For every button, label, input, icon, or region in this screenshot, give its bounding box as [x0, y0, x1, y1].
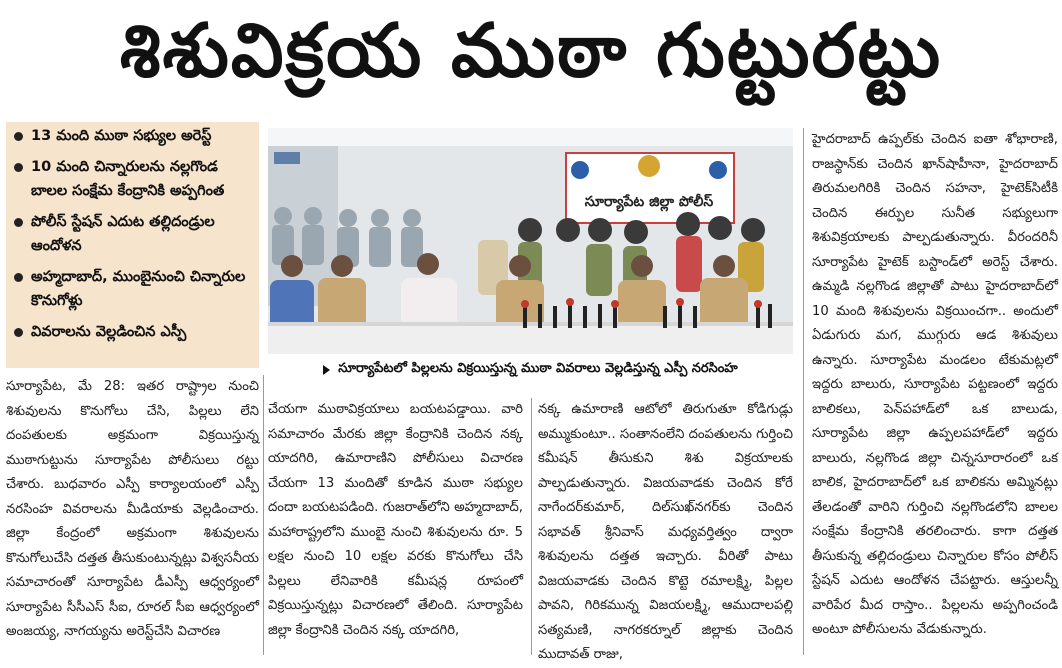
photo-caption [268, 357, 793, 383]
press-meet-illustration [268, 128, 793, 354]
article-paragraph: చేయగా ముఠావిక్రయాలు బయటపడ్డాయి. వారి సమాచారం మేరకు జిల్లా కేంద్రానికి చెందిన నక్క యాదగిరి, ఉమారాణిని పోలీసులు విచారణ చేయగా 13 మందితో కూడిన ముఠా సభ్యుల దందా బయటపడింది. గుజరాత్‌లోని అహ్మదాబాద్, మహారాష్ట్రలోని ముంబై నుంచి శిశువులను రూ. 5 లక్షల నుంచి 10 లక్షల వరకు కొనుగోలు చేసి పిల్లలు లేనివారికి కమీషన్ల రూపంలో విక్రయిస్తున్నట్లు విచారణలో తేలింది. సూర్యాపేట జిల్లా కేంద్రానికి చెందిన నక్క యాదగిరి, [268, 402, 523, 638]
highlight-text: వివరాలను వెల్లడించిన ఎస్పీ [31, 324, 187, 340]
article-column-2 [268, 398, 523, 643]
bullet-icon [14, 328, 23, 337]
caption-arrow-icon [323, 365, 330, 375]
column-divider [263, 375, 264, 655]
photo-caption-text: సూర్యాపేటలో పిల్లలను విక్రయిస్తున్న ముఠా వివరాలు వెల్లడిస్తున్న ఎస్పీ నరసింహ [338, 361, 738, 376]
article-paragraph: హైదరాబాద్ ఉప్పల్‌కు చెందిన ఐతా శోభారాణి, రాజస్థాన్‌కు చెందిన ఖాన్‌షాహీనా, హైదరాబాద్ తిరుమలగిరికి చెందిన సహనా, హైటెక్‌సిటీకి చెందిన ఈర్పుల సునీత సభ్యులుగా శిశువిక్రయాలకు పాల్పడుతున్నారు. వీరందరినీ సూర్యాపేట హైటెక్ బస్టాండ్‌లో అరెస్ట్ చేశారు. ఉమ్మడి నల్లగొండ జిల్లాతో పాటు హైదరాబాద్‌లో 10 మంది శిశువులను విక్రయించగా.. అందులో ఏడుగురు మగ, ముగ్గురు ఆడ శిశువులు ఉన్నారు. సూర్యాపేట మండలం టేకుమట్లలో ఇద్దరు బాలురు, సూర్యాపేట పట్టణంలో ఇద్దరు బాలికలు, పెన్‌పహాడ్‌లో ఒక బాలుడు, సూర్యాపేట జిల్లా ఉప్పలపహాడ్‌లో ఇద్దరు బాలురు, నల్లగొండ జిల్లా చిన్నసూరారంలో ఒక బాలిక, హైదరాబాద్‌లో ఒక బాలికను అమ్మినట్లు తేలడంతో వారిని గుర్తించి నల్లగొండలోని బాలల సంక్షేమ కేంద్రానికి తరలించారు. కాగా దత్తత తీసుకున్న తల్లిదండ్రులు చిన్నారుల కోసం పోలీస్ స్టేషన్ ఎదుట ఆందోళన చేపట్టారు. ఆస్తులన్నీ వారిపేర మీద రాస్తాం.. పిల్లలను అప్పగించండి అంటూ పోలీసులను వేడుకున్నారు. [812, 132, 1058, 637]
highlight-text: 10 మంది చిన్నారులను నల్లగొండ బాలల సంక్షేమ కేంద్రానికి అప్పగింత [31, 159, 225, 199]
police-banner-text: సూర్యాపేట జిల్లా పోలీస్ [584, 194, 714, 210]
article-column-4 [812, 128, 1058, 643]
headline: శిశువిక్రయ ముఠా గుట్టురట్టు [119, 8, 943, 94]
highlight-item [6, 318, 259, 344]
highlight-item [6, 263, 259, 313]
bullet-icon [14, 273, 23, 282]
highlight-text: అహ్మదాబాద్, ముంబైనుంచి చిన్నారుల కొనుగోళ్లు [31, 269, 246, 309]
article-paragraph: సూర్యాపేట, మే 28: ఇతర రాష్ట్రాల నుంచి శిశువులను కొనుగోలు చేసి, పిల్లలు లేని దంపతులకు అక్రమంగా విక్రయిస్తున్న ముఠాగుట్టును సూర్యాపేట పోలీసులు రట్టు చేశారు. బుధవారం ఎస్పీ కార్యాలయంలో ఎస్పీ నరసింహ వివరాలను మీడియాకు వెల్లడించారు. జిల్లా కేంద్రంలో అక్రమంగా శిశువులను కొనుగోలుచేసి దత్తత తీసుకుంటున్నట్లు విశ్వసనీయ సమాచారంతో సూర్యాపేట డీఎస్పీ ఆధ్వర్యంలో సూర్యాపేట సీసీఎస్ సీఐ, రూరల్ సీఐ ఆధ్వర్యంలో అంజయ్య, నాగయ్యను అరెస్ట్‌చేసి విచారణ [6, 379, 259, 639]
article-column-3 [538, 398, 793, 668]
bullet-icon [14, 132, 23, 141]
highlight-item [6, 153, 259, 203]
article-paragraph: నక్క ఉమారాణి ఆటోలో తిరుగుతూ కోడిగుడ్లు అమ్ముకుంటూ.. సంతానంలేని దంపతులను గుర్తించి కమీషన్ తీసుకుని శిశు విక్రయాలకు పాల్పడుతున్నారు. విజయవాడకు చెందిన కోరే నాగేందర్‌కుమార్, దిల్‌సుఖ్‌నగర్‌కు చెందిన సభావత్ శ్రీనివాస్ మధ్యవర్తిత్వం ద్వారా శిశువులను దత్తత ఇచ్చారు. వీరితో పాటు విజయవాడకు చెందిన కొట్టె రమాలక్ష్మి, పిల్లల పావని, గిరికమున్న విజయలక్ష్మి, ఆముదాలపల్లి సత్యమణి, నాగరకర్నూల్ జిల్లాకు చెందిన ముదావత్ రాజు, [538, 402, 793, 662]
press-meet-photo [268, 128, 793, 354]
highlights-box [6, 122, 259, 368]
highlight-text: పోలీస్ స్టేషన్ ఎదుట తల్లిదండ్రుల ఆందోళన [31, 214, 215, 254]
column-divider [531, 398, 532, 655]
bullet-icon [14, 218, 23, 227]
article-column-1 [6, 375, 259, 645]
highlight-item [6, 122, 259, 148]
highlight-text: 13 మంది ముఠా సభ్యుల అరెస్ట్ [31, 128, 212, 144]
highlight-item [6, 208, 259, 258]
bullet-icon [14, 163, 23, 172]
column-divider [803, 128, 804, 655]
